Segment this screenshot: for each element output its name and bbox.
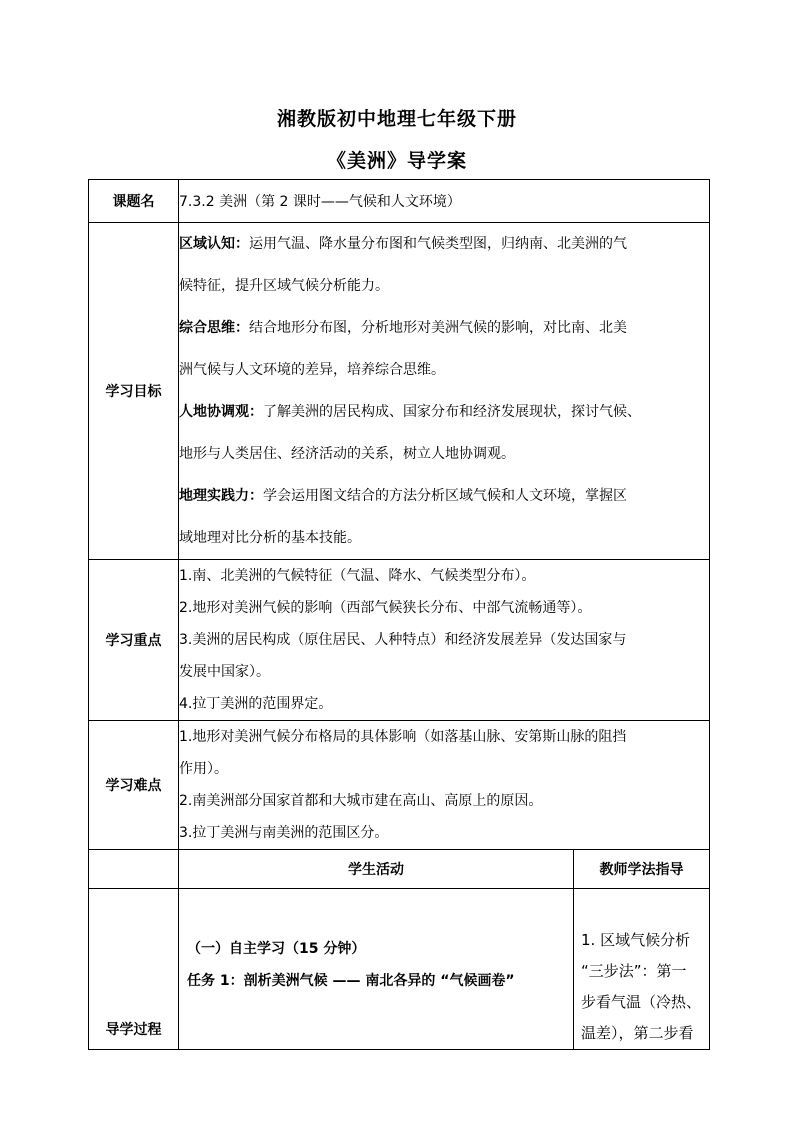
- objective-heading: 区域认知：: [179, 236, 249, 252]
- objective-line: [179, 307, 709, 349]
- objective-text: 结合地形分布图，分析地形对美洲气候的影响，对比南、北美: [249, 320, 627, 336]
- section-heading: （一）自主学习（15 分钟）: [187, 941, 366, 957]
- objective-heading: 人地协调观：: [179, 404, 263, 420]
- objective-line: [179, 391, 709, 433]
- process-row: [89, 889, 710, 1050]
- guidance-column-header: 教师学法指导: [574, 850, 710, 889]
- lesson-plan-table: [88, 179, 710, 1050]
- difficulty-line: 1.地形对美洲气候分布格局的具体影响（如落基山脉、安第斯山脉的阻挡: [179, 729, 627, 745]
- objective-line: [179, 433, 709, 475]
- objective-line: [179, 223, 709, 265]
- topic-row: [89, 180, 710, 223]
- objective-text: 洲气候与人文环境的差异，培养综合思维。: [179, 362, 445, 378]
- objective-heading: 综合思维：: [179, 320, 249, 336]
- task-heading: 任务 1：剖析美洲气候 —— 南北各异的 “气候画卷”: [187, 973, 515, 989]
- objective-line: [179, 475, 709, 517]
- difficulties-row: [89, 721, 710, 850]
- keypoint-line: 3.美洲的居民构成（原住居民、人种特点）和经济发展差异（发达国家与: [179, 632, 627, 648]
- objectives-label: 学习目标: [89, 223, 179, 560]
- keypoints-row: [89, 560, 710, 721]
- objective-text: 候特征，提升区域气候分析能力。: [179, 278, 389, 294]
- activity-cell: [179, 889, 574, 1050]
- difficulty-line: 3.拉丁美洲与南美洲的范围区分。: [179, 825, 389, 841]
- guidance-cell: [574, 889, 710, 1050]
- objective-text: 运用气温、降水量分布图和气候类型图，归纳南、北美洲的气: [249, 236, 627, 252]
- objective-heading: 地理实践力：: [179, 488, 263, 504]
- guidance-line: 1. 区域气候分析: [581, 931, 691, 949]
- keypoint-line: 4.拉丁美洲的范围界定。: [179, 696, 333, 712]
- objective-line: [179, 265, 709, 307]
- keypoint-line: 发展中国家）。: [179, 664, 270, 680]
- keypoints-label: 学习重点: [89, 560, 179, 721]
- objectives-row: [89, 223, 710, 560]
- difficulties-content: [179, 721, 710, 850]
- process-label: 导学过程: [89, 889, 179, 1050]
- objectives-content: [179, 223, 710, 560]
- objective-line: [179, 349, 709, 391]
- difficulties-label: 学习难点: [89, 721, 179, 850]
- guidance-line: 温差），第二步看: [581, 1024, 694, 1042]
- column-header-row: [89, 850, 710, 889]
- keypoint-line: 1.南、北美洲的气候特征（气温、降水、气候类型分布）。: [179, 568, 536, 584]
- objective-text: 了解美洲的居民构成、国家分布和经济发展现状，探讨气候、: [263, 404, 641, 420]
- document-title: 湘教版初中地理七年级下册: [276, 108, 517, 130]
- objective-text: 地形与人类居住、经济活动的关系，树立人地协调观。: [179, 446, 515, 462]
- empty-header-cell: [89, 850, 179, 889]
- topic-label: 课题名: [89, 180, 179, 223]
- difficulty-line: 作用）。: [179, 761, 228, 777]
- topic-value: 7.3.2 美洲（第 2 课时——气候和人文环境）: [179, 180, 710, 223]
- keypoints-content: [179, 560, 710, 721]
- objective-line: [179, 517, 709, 559]
- difficulty-line: 2.南美洲部分国家首都和大城市建在高山、高原上的原因。: [179, 793, 543, 809]
- guidance-line: “三步法”：第一: [581, 962, 687, 980]
- activity-column-header: 学生活动: [179, 850, 574, 889]
- objective-text: 域地理对比分析的基本技能。: [179, 530, 361, 546]
- document-subtitle: 《美洲》导学案: [326, 150, 467, 172]
- keypoint-line: 2.地形对美洲气候的影响（西部气候狭长分布、中部气流畅通等）。: [179, 600, 592, 616]
- guidance-line: 步看气温（冷热、: [581, 993, 702, 1011]
- objective-text: 学会运用图文结合的方法分析区域气候和人文环境，掌握区: [263, 488, 627, 504]
